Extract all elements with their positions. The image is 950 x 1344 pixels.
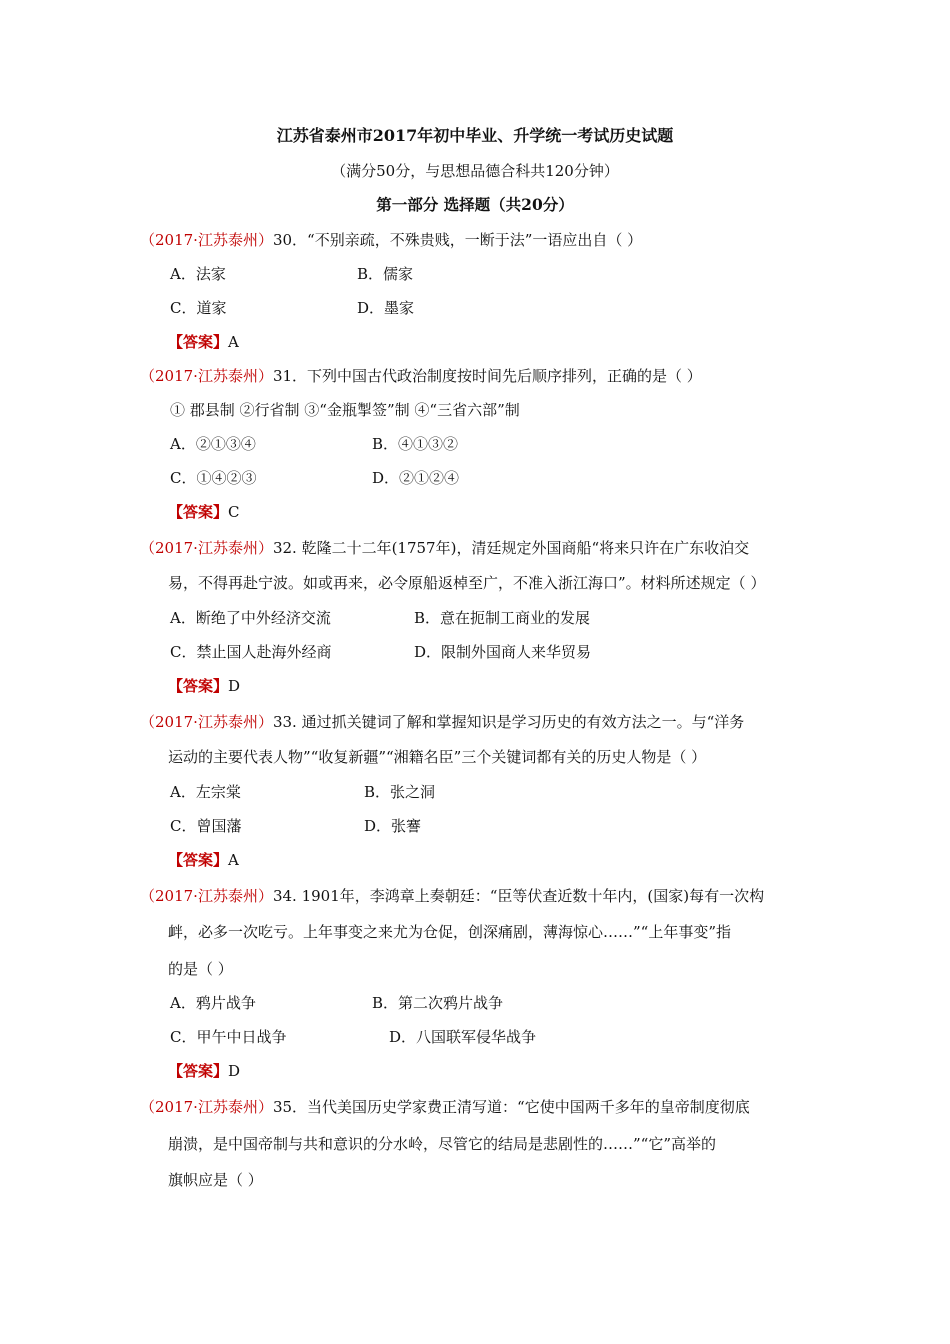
option-c: C．曾国藩: [170, 817, 242, 835]
option-b: B．④①③②: [372, 435, 459, 453]
question-31-items: ① 郡县制 ②行省制 ③“金瓶掣签”制 ④“三省六部”制: [170, 401, 520, 419]
answer-label: 【答案】: [168, 333, 229, 351]
question-33-line-1: [140, 710, 744, 734]
option-a: A．断绝了中外经济交流: [170, 609, 331, 627]
answer-33: [168, 848, 239, 872]
answer-label: 【答案】: [168, 851, 229, 869]
option-b: B．意在扼制工商业的发展: [414, 609, 591, 627]
question-32-line-1: [140, 536, 749, 560]
question-text: 30．“不别亲疏，不殊贵贱，一断于法”一语应出自（ ）: [272, 231, 643, 249]
section-title: 第一部分 选择题（共20分）: [376, 195, 574, 214]
question-text: 33. 通过抓关键词了解和掌握知识是学习历史的有效方法之一。与“洋务: [272, 713, 745, 731]
question-34-line-1: [140, 884, 764, 908]
answer-value: A: [228, 851, 239, 869]
answer-label: 【答案】: [168, 503, 229, 521]
answer-32: [168, 674, 240, 698]
question-source: （2017·江苏泰州）: [140, 231, 273, 249]
question-32-line-2: 易，不得再赴宁波。如或再来，必令原船返棹至广，不准入浙江海口”。材料所述规定（ ）: [168, 574, 766, 592]
question-source: （2017·江苏泰州）: [140, 713, 273, 731]
question-source: （2017·江苏泰州）: [140, 367, 273, 385]
option-d: D．②①②④: [372, 469, 460, 487]
question-35-line-3: 旗帜应是（ ）: [168, 1171, 263, 1189]
option-d: D．八国联军侵华战争: [389, 1028, 537, 1046]
exam-title: 江苏省泰州市2017年初中毕业、升学统一考试历史试题: [276, 126, 674, 145]
answer-30: [168, 330, 239, 354]
answer-label: 【答案】: [168, 677, 229, 695]
answer-31: [168, 500, 240, 524]
option-a: A．左宗棠: [170, 783, 241, 801]
option-d: D．张謇: [364, 817, 422, 835]
answer-label: 【答案】: [168, 1062, 229, 1080]
option-b: B．张之洞: [364, 783, 436, 801]
exam-subtitle: （满分50分，与思想品德合科共120分钟）: [331, 162, 619, 180]
question-source: （2017·江苏泰州）: [140, 1098, 273, 1116]
answer-value: A: [228, 333, 239, 351]
option-a: A．鸦片战争: [170, 994, 256, 1012]
option-c: C．道家: [170, 299, 227, 317]
option-a: A．②①③④: [170, 435, 256, 453]
option-c: C．甲午中日战争: [170, 1028, 287, 1046]
answer-34: [168, 1059, 240, 1083]
option-c: C．①④②③: [170, 469, 257, 487]
question-source: （2017·江苏泰州）: [140, 539, 273, 557]
question-text: 31．下列中国古代政治制度按时间先后顺序排列，正确的是（ ）: [272, 367, 702, 385]
question-35-line-2: 崩溃，是中国帝制与共和意识的分水岭，尽管它的结局是悲剧性的……”“它”高举的: [168, 1135, 717, 1153]
option-d: D．限制外国商人来华贸易: [414, 643, 592, 661]
answer-value: D: [228, 1062, 241, 1080]
option-b: B．第二次鸦片战争: [372, 994, 504, 1012]
answer-value: C: [228, 503, 240, 521]
option-a: A．法家: [170, 265, 226, 283]
question-30-line-1: [140, 228, 642, 252]
question-text: 32. 乾隆二十二年(1757年)，清廷规定外国商船“将来只许在广东收泊交: [272, 539, 750, 557]
question-34-line-2: 衅，必多一次吃亏。上年事变之来尤为仓促，创深痛剧，薄海惊心……”“上年事变”指: [168, 923, 732, 941]
question-31-line-1: [140, 364, 702, 388]
question-33-line-2: 运动的主要代表人物”“收复新疆”“湘籍名臣”三个关键词都有关的历史人物是（ ）: [168, 748, 707, 766]
question-34-line-3: 的是（ ）: [168, 960, 233, 978]
question-text: 34. 1901年，李鸿章上奏朝廷：“臣等伏查近数十年内，(国家)每有一次构: [272, 887, 765, 905]
question-text: 35．当代美国历史学家费正清写道：“它使中国两千多年的皇帝制度彻底: [272, 1098, 750, 1116]
option-c: C．禁止国人赴海外经商: [170, 643, 332, 661]
answer-value: D: [228, 677, 241, 695]
option-b: B．儒家: [357, 265, 414, 283]
question-source: （2017·江苏泰州）: [140, 887, 273, 905]
question-35-line-1: [140, 1095, 750, 1119]
option-d: D．墨家: [357, 299, 415, 317]
